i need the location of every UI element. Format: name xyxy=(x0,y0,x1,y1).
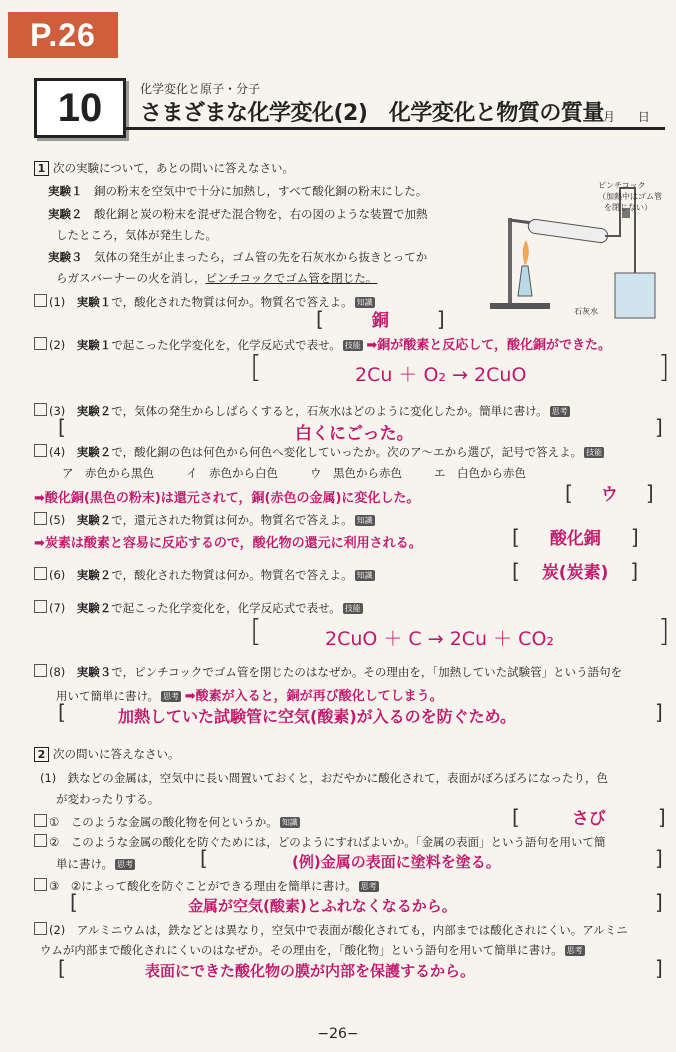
q-text: で，酸化された物質は何か。物質名で答えよ。 xyxy=(111,568,353,582)
q8-answer: 加熱していた試験管に空気(酸素)が入るのを防ぐため。 xyxy=(118,707,516,726)
s2-q1-intro-2: が変わったりする。 xyxy=(56,792,160,806)
q-no: (1) xyxy=(49,295,66,309)
date-field xyxy=(603,108,650,125)
checkbox[interactable] xyxy=(34,512,47,525)
checkbox[interactable] xyxy=(34,600,47,613)
q1-answer: 銅 xyxy=(371,311,389,331)
checkbox[interactable] xyxy=(34,444,47,457)
s2-q1-1-answer-box: [ さび ] xyxy=(512,805,666,829)
q-text-2: 単に書け。 xyxy=(56,857,114,871)
q-text: ②によって酸化を防ぐことができる理由を簡単に書け。 xyxy=(70,879,357,893)
q-no: ③ xyxy=(49,879,60,893)
tag-gino: 技能 xyxy=(344,341,361,350)
limewater-beaker xyxy=(615,273,655,318)
exp2-line1 xyxy=(48,206,428,222)
checkbox[interactable] xyxy=(34,834,47,847)
section2-intro xyxy=(34,746,180,762)
q-no: (4) xyxy=(49,445,66,459)
q-no: (6) xyxy=(49,568,66,582)
bracket-right: ] xyxy=(655,846,663,870)
s2-q1-3-line xyxy=(34,878,379,894)
q5-answer-box: [ 酸化銅 ] xyxy=(512,525,639,549)
exp3-line2 xyxy=(56,270,377,286)
s2-q1-1-answer: さび xyxy=(571,809,606,829)
pinch-label-2: （加熱中はゴム管 xyxy=(598,192,662,201)
q-text: で起こった化学変化を，化学反応式で表せ。 xyxy=(111,338,341,352)
checkbox[interactable] xyxy=(34,878,47,891)
checkbox[interactable] xyxy=(34,294,47,307)
q-label: 実験１ xyxy=(76,295,112,309)
bracket-left: [ xyxy=(58,700,66,724)
checkbox[interactable] xyxy=(34,664,47,677)
q-no: (2) xyxy=(49,923,66,937)
tag-chishiki: 知識 xyxy=(356,516,373,525)
q-text: で起こった化学変化を，化学反応式で表せ。 xyxy=(111,601,341,615)
exp1-label: 実験１ xyxy=(48,184,83,198)
s2-q1-2-line1 xyxy=(34,834,606,850)
exp3-text-2: らガスバーナーの火を消し， xyxy=(56,271,206,285)
q4-hint: ➡酸化銅(黒色の粉末)は還元されて，銅(赤色の金属)に変化した。 xyxy=(34,491,420,506)
exp3-label: 実験３ xyxy=(48,250,83,264)
tag-gino: 技能 xyxy=(586,448,603,457)
checkbox[interactable] xyxy=(34,567,47,580)
s2-q1-2-line2 xyxy=(56,856,135,872)
tag-shiko: 思考 xyxy=(551,407,568,416)
tag-shiko: 思考 xyxy=(117,860,134,869)
q-text-2: 用いて簡単に書け。 xyxy=(56,689,160,703)
pinch-label-1: ピンチコック xyxy=(598,181,646,190)
s2-q1-intro-1: (1) 鉄などの金属は，空気中に長い間置いておくと，おだやかに酸化されて，表面がぼろぼろになったり，色 xyxy=(40,771,609,785)
q6-answer-box: [ 炭(炭素) ] xyxy=(512,559,639,583)
bracket-left: [ xyxy=(200,846,208,870)
s2-q2-line2 xyxy=(40,942,585,958)
rubber-tube xyxy=(605,188,635,278)
q-text: で，還元された物質は何か。物質名で答えよ。 xyxy=(111,513,353,527)
q-label: 実験３ xyxy=(76,665,112,679)
bracket-right: ] xyxy=(658,614,670,649)
s2-q1-3-answer: 金属が空気(酸素)とふれなくなるから。 xyxy=(188,897,457,915)
q-text-1: アルミニウムは，鉄などとは異なり，空気中で表面が酸化されても，内部までは酸化されにくい。アルミニ xyxy=(76,923,628,937)
exp2-text-1: 酸化銅と炭の粉末を混ぜた混合物を，右の図のような装置で加熱 xyxy=(94,207,428,221)
q4-option-i: イ 赤色から白色 xyxy=(186,466,278,480)
q-label: 実験２ xyxy=(76,568,112,582)
checkbox[interactable] xyxy=(34,814,47,827)
bracket-right: ] xyxy=(655,956,663,980)
q-label: 実験１ xyxy=(76,338,112,352)
bracket-left: [ xyxy=(250,350,262,385)
q-text-1: で，ピンチコックでゴム管を閉じたのはなぜか。その理由を，「加熱していた試験管」という語句を xyxy=(111,665,623,679)
section1-intro xyxy=(34,160,294,176)
q-text-1: このような金属の酸化を防ぐためには，どのようにすればよいか。「金属の表面」という語句を用いて簡 xyxy=(70,835,606,849)
exp2-label: 実験２ xyxy=(48,207,83,221)
section2-number: 2 xyxy=(34,747,49,762)
exp3-text-3: ピンチコックでゴム管を閉じた。 xyxy=(205,271,378,285)
bracket-right: ] xyxy=(658,350,670,385)
q6-answer: 炭(炭素) xyxy=(541,563,609,583)
month-label: 月 xyxy=(603,110,616,124)
exp3-text-1: 気体の発生が止まったら，ゴム管の先を石灰水から抜きとってか xyxy=(94,250,428,264)
stand-base xyxy=(490,303,550,309)
tag-shiko: 思考 xyxy=(566,946,583,955)
bracket-right: ] xyxy=(655,415,663,439)
q5-answer: 酸化銅 xyxy=(549,529,601,549)
q4-line xyxy=(34,444,604,460)
exp1-text: 銅の粉末を空気中で十分に加熱し，すべて酸化銅の粉末にした。 xyxy=(94,184,428,198)
q-label: 実験２ xyxy=(76,404,112,418)
q-no: (3) xyxy=(49,404,66,418)
page-number: −26− xyxy=(317,1026,359,1042)
q7-answer: 2CuO ＋ C → 2Cu ＋ CO₂ xyxy=(325,628,555,650)
header-rule xyxy=(125,127,665,130)
bracket-left: [ xyxy=(70,890,78,914)
bracket-right: ] xyxy=(655,890,663,914)
s2-q1-1-line xyxy=(34,814,300,830)
q-text: で，気体の発生からしばらくすると，石灰水はどのように変化したか。簡単に書け。 xyxy=(111,404,548,418)
q4-option-e: エ 白色から赤色 xyxy=(434,466,526,480)
q7-line xyxy=(34,600,363,616)
q-no: ② xyxy=(49,835,60,849)
gas-burner xyxy=(518,266,532,296)
page-title: さまざまな化学変化(2) 化学変化と物質の質量 xyxy=(140,101,604,126)
exp1-line xyxy=(48,183,427,199)
section1-number: 1 xyxy=(34,161,49,176)
q-label: 実験２ xyxy=(76,445,112,459)
q5-hint: ➡炭素は酸素と容易に反応するので，酸化物の還元に利用される。 xyxy=(34,536,422,551)
q1-answer-box: [ 銅 ] xyxy=(316,307,445,331)
q8-hint: ➡酸素が入ると，銅が再び酸化してしまう。 xyxy=(184,689,443,704)
tag-chishiki: 知識 xyxy=(281,818,298,827)
checkbox[interactable] xyxy=(34,403,47,416)
unit-number: 10 xyxy=(34,78,126,138)
q2-line xyxy=(34,334,611,353)
q-no: (2) xyxy=(49,338,66,352)
pinch-label-3: を閉じない） xyxy=(604,203,652,212)
tag-shiko: 思考 xyxy=(163,692,180,701)
test-tube xyxy=(527,219,608,244)
q8-line2 xyxy=(56,685,443,704)
q3-answer: 白くにごった。 xyxy=(295,424,414,444)
q-text-2: ウムが内部まで酸化されにくいのはなぜか。その理由を，「酸化物」という語句を用いて簡単に書け。 xyxy=(40,943,563,957)
q6-line xyxy=(34,567,375,583)
q8-line1 xyxy=(34,664,622,680)
burner-flame xyxy=(523,240,529,266)
checkbox[interactable] xyxy=(34,922,47,935)
day-label: 日 xyxy=(637,110,650,124)
tag-shiko: 思考 xyxy=(360,882,377,891)
unit-subtitle: 化学変化と原子・分子 xyxy=(140,82,261,96)
s2-q1-2-answer: (例)金属の表面に塗料を塗る。 xyxy=(292,853,501,871)
stand-pole xyxy=(508,218,512,303)
q-no: ① xyxy=(49,815,60,829)
section1-intro-text: 次の実験について，あとの問いに答えなさい。 xyxy=(53,161,295,175)
bracket-left: [ xyxy=(250,614,262,649)
limewater-label: 石灰水 xyxy=(574,307,598,316)
tag-gino: 技能 xyxy=(344,604,361,613)
q4-option-u: ウ 黒色から赤色 xyxy=(310,466,402,480)
bracket-left: [ xyxy=(58,415,66,439)
exp3-line1 xyxy=(48,249,427,265)
q-no: (8) xyxy=(49,665,66,679)
s2-q2-answer: 表面にできた酸化物の膜が内部を保護するから。 xyxy=(145,962,476,980)
q3-line xyxy=(34,403,570,419)
bracket-left: [ xyxy=(58,956,66,980)
q-text: このような金属の酸化物を何というか。 xyxy=(70,815,278,829)
tag-chishiki: 知識 xyxy=(356,298,373,307)
q-no: (5) xyxy=(49,513,66,527)
q4-answer-box: [ ウ ] xyxy=(565,481,654,505)
q2-answer: 2Cu ＋ O₂ → 2CuO xyxy=(355,364,527,386)
section2-intro-text: 次の問いに答えなさい。 xyxy=(53,747,180,761)
q4-option-a: ア 赤色から黒色 xyxy=(62,466,154,480)
q-label: 実験２ xyxy=(76,513,112,527)
q4-answer: ウ xyxy=(600,485,618,505)
page-badge: P.26 xyxy=(8,12,118,58)
q5-line xyxy=(34,512,375,528)
q-label: 実験２ xyxy=(76,601,112,615)
q-text: で，酸化銅の色は何色から何色へ変化していったか。次のア～エから選び，記号で答えよ。 xyxy=(111,445,583,459)
q2-hint: ➡銅が酸素と反応して，酸化銅ができた。 xyxy=(366,338,612,353)
tag-chishiki: 知識 xyxy=(356,571,373,580)
q-no: (7) xyxy=(49,601,66,615)
apparatus-figure xyxy=(470,178,670,328)
exp2-line2: したところ，気体が発生した。 xyxy=(56,228,217,242)
s2-q2-line1 xyxy=(34,922,628,938)
q-text: で，酸化された物質は何か。物質名で答えよ。 xyxy=(111,295,353,309)
checkbox[interactable] xyxy=(34,337,47,350)
bracket-right: ] xyxy=(655,700,663,724)
